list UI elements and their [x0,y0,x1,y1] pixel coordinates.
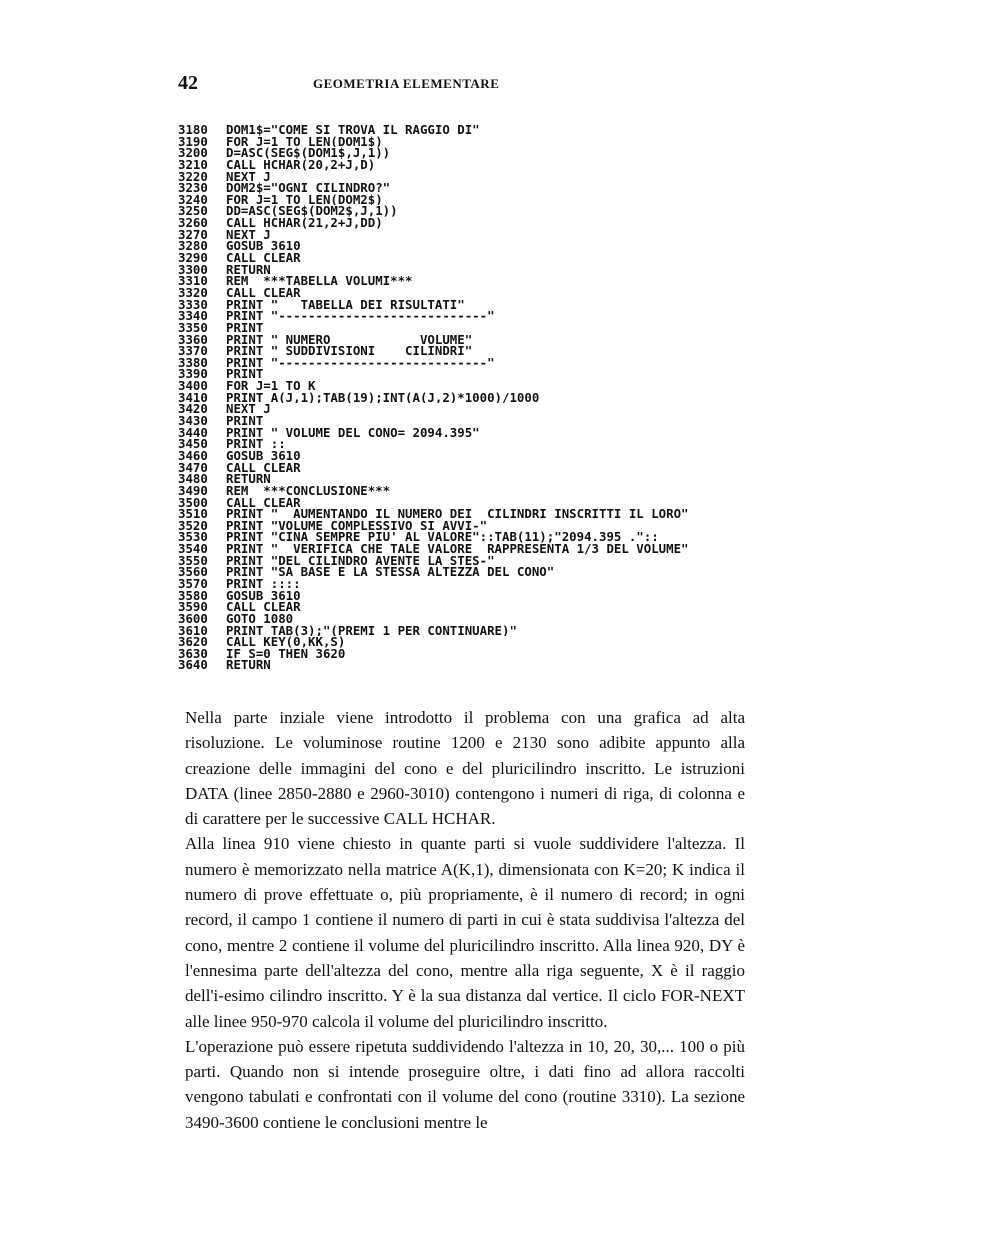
code-statement: FOR J=1 TO K [226,380,316,392]
line-number: 3550 [178,552,208,568]
code-statement: PRINT " AUMENTANDO IL NUMERO DEI CILINDRI INSCRITTI IL LORO" [226,508,689,520]
line-number: 3410 [178,389,208,405]
code-line [178,424,798,440]
code-statement: PRINT A(J,1);TAB(19);INT(A(J,2)*1000)/1000 [226,391,540,404]
line-number: 3460 [178,447,208,463]
code-statement: NEXT J [226,228,271,241]
paragraph: L'operazione può essere ripetuta suddividendo l'altezza in 10, 20, 30,... 100 o più parti. Quando non si intende proseguire oltre, i dati fino ad allora raccolti vengono tabulati e confrontati con il volume del cono (routine 3310). La sezione 3490-3600 contiene le conclusioni mentre le [185,1036,745,1132]
line-number: 3380 [178,354,208,370]
code-statement: D=ASC(SEG$(DOM1$,J,1)) [226,147,391,159]
line-number: 3310 [178,273,208,289]
line-number: 3540 [178,541,208,557]
code-statement: PRINT TAB(3);"(PREMI 1 PER CONTINUARE)" [226,624,517,637]
code-line [178,368,798,380]
line-number: 3270 [178,226,208,242]
line-number: 3300 [178,261,208,277]
line-number: 3510 [178,506,208,522]
code-statement: NEXT J [226,403,271,416]
code-statement: PRINT " VOLUME DEL CONO= 2094.395" [226,426,480,439]
code-statement: GOSUB 3610 [226,449,301,462]
code-line [178,508,798,520]
line-number: 3420 [178,401,208,417]
code-statement: REM ***CONCLUSIONE*** [226,484,391,497]
line-number: 3220 [178,168,208,184]
line-number: 3450 [178,436,208,452]
code-line [178,636,798,648]
line-number: 3250 [178,203,208,219]
page-number: 42 [178,72,198,94]
code-statement: CALL CLEAR [226,461,301,474]
code-line [178,473,798,485]
line-number: 3280 [178,238,208,254]
line-number: 3290 [178,250,208,266]
code-line [178,319,798,335]
code-statement: PRINT " VERIFICA CHE TALE VALORE RAPPRESENTA 1/3 DEL VOLUME" [226,543,689,555]
code-line [178,610,798,626]
code-statement: RETURN [226,659,271,672]
code-line [178,575,798,591]
code-line [178,296,798,312]
code-statement: CALL KEY(0,KK,S) [226,636,346,648]
code-statement: PRINT "----------------------------" [226,356,495,369]
paragraph: Nella parte inziale viene introdotto il problema con una grafica ad alta risoluzione. Le voluminose routine 1200 e 2130 sono adibite appunto alla creazione delle immagini del cono e del pluricilindro inscritto. Le istruzioni DATA (linee 2850-2880 e 2960-3010) contengono i numeri di riga, di colonna e di carattere per le successive CALL HCHAR. [185,708,745,829]
code-line [178,182,798,194]
code-statement: GOSUB 3610 [226,589,301,602]
code-line [178,403,798,415]
line-number: 3390 [178,366,208,382]
code-line [178,191,798,207]
code-line [178,482,798,498]
code-line [178,310,798,322]
line-number: 3490 [178,482,208,498]
line-number: 3430 [178,413,208,429]
line-number: 3610 [178,622,208,638]
code-line [178,659,798,671]
line-number: 3570 [178,575,208,591]
code-statement: CALL CLEAR [226,286,301,299]
line-number: 3360 [178,331,208,347]
code-statement: PRINT "CINA SEMPRE PIU' AL VALORE"::TAB(11);"2094.395 .":: [226,531,659,544]
paragraph: Alla linea 910 viene chiesto in quante parti si vuole suddividere l'altezza. Il numero è memorizzato nella matrice A(K,1), dimensionata con K=20; K indica il numero di prove effettuate o, più propriamente, è il numero di record; in ogni record, il campo 1 contiene il numero di parti in cui è stata suddivisa l'altezza del cono, mentre 2 contiene il volume del pluricilindro inscritto. Alla linea 920, DY è l'ennesima parte dell'altezza del cono, mentre alla riga seguente, X è il raggio dell'i-esimo cilindro inscritto. Y è la sua distanza dal vertice. Il ciclo FOR-NEXT alle linee 950-970 calcola il volume del pluricilindro inscritto. [185,834,745,1031]
code-statement: GOSUB 3610 [226,240,301,253]
code-statement: FOR J=1 TO LEN(DOM2$) [226,193,383,206]
line-number: 3520 [178,517,208,533]
code-statement: PRINT :: [226,438,286,450]
code-line [178,459,798,475]
code-statement: PRINT :::: [226,577,301,590]
line-number: 3590 [178,599,208,615]
code-line [178,240,798,252]
code-line [178,438,798,450]
code-statement: CALL CLEAR [226,496,301,509]
code-line [178,543,798,555]
code-statement: PRINT "----------------------------" [226,310,495,322]
line-number: 3560 [178,564,208,580]
line-number: 3340 [178,308,208,324]
code-line [178,601,798,613]
code-statement: PRINT [226,368,264,381]
code-statement: PRINT "VOLUME COMPLESSIVO SI AVVI-" [226,519,488,532]
code-statement: NEXT J [226,170,271,183]
code-line [178,447,798,463]
line-number: 3630 [178,645,208,661]
code-line [178,494,798,510]
code-statement: FOR J=1 TO LEN(DOM1$) [226,135,383,148]
code-statement: PRINT [226,321,264,334]
line-number: 3620 [178,634,208,650]
code-line [178,275,798,287]
code-line [178,147,798,159]
code-statement: IF S=0 THEN 3620 [226,647,346,660]
code-line [178,205,798,217]
code-statement: CALL HCHAR(21,2+J,DD) [226,217,383,229]
code-line [178,284,798,300]
body-text [185,705,745,1135]
code-line [178,124,798,136]
code-statement: CALL CLEAR [226,252,301,264]
code-statement: PRINT " TABELLA DEI RISULTATI" [226,298,465,311]
line-number: 3400 [178,378,208,394]
line-number: 3640 [178,657,208,673]
basic-code-listing [178,124,798,671]
line-number: 3190 [178,133,208,149]
code-statement: REM ***TABELLA VOLUMI*** [226,275,413,287]
code-line [178,531,798,543]
line-number: 3240 [178,191,208,207]
code-statement: DOM1$="COME SI TROVA IL RAGGIO DI" [226,124,480,136]
line-number: 3440 [178,424,208,440]
line-number: 3530 [178,529,208,545]
line-number: 3580 [178,587,208,603]
code-line [178,345,798,357]
line-number: 3500 [178,494,208,510]
code-statement: PRINT " SUDDIVISIONI CILINDRI" [226,345,473,357]
code-statement: CALL HCHAR(20,2+J,D) [226,158,376,171]
line-number: 3200 [178,145,208,161]
code-line [178,226,798,242]
line-number: 3370 [178,343,208,359]
line-number: 3330 [178,296,208,312]
code-statement: DD=ASC(SEG$(DOM2$,J,1)) [226,205,398,218]
code-line [178,622,798,638]
code-statement: CALL CLEAR [226,601,301,613]
code-line [178,645,798,661]
code-line [178,415,798,427]
code-line [178,552,798,568]
code-line [178,331,798,347]
code-statement: PRINT "SA BASE E LA STESSA ALTEZZA DEL CONO" [226,566,555,578]
code-statement: PRINT " NUMERO VOLUME" [226,333,473,346]
code-line [178,566,798,578]
code-line [178,156,798,172]
line-number: 3320 [178,284,208,300]
page-header [178,72,798,94]
running-title: GEOMETRIA ELEMENTARE [313,76,500,91]
code-statement: RETURN [226,473,271,485]
code-line [178,389,798,405]
code-statement: PRINT "DEL CILINDRO AVENTE LA STES-" [226,554,495,567]
code-line [178,252,798,264]
line-number: 3210 [178,156,208,172]
code-line [178,380,798,392]
line-number: 3230 [178,180,208,196]
code-line [178,587,798,603]
code-statement: DOM2$="OGNI CILINDRO?" [226,182,391,194]
code-line [178,354,798,370]
line-number: 3180 [178,122,208,137]
code-line [178,168,798,184]
line-number: 3480 [178,471,208,487]
code-statement: RETURN [226,263,271,276]
code-statement: PRINT [226,415,264,427]
code-line [178,133,798,149]
line-number: 3600 [178,610,208,626]
line-number: 3260 [178,215,208,231]
code-statement: GOTO 1080 [226,612,294,625]
code-line [178,261,798,277]
code-line [178,517,798,533]
line-number: 3350 [178,319,208,335]
line-number: 3470 [178,459,208,475]
code-line [178,217,798,229]
